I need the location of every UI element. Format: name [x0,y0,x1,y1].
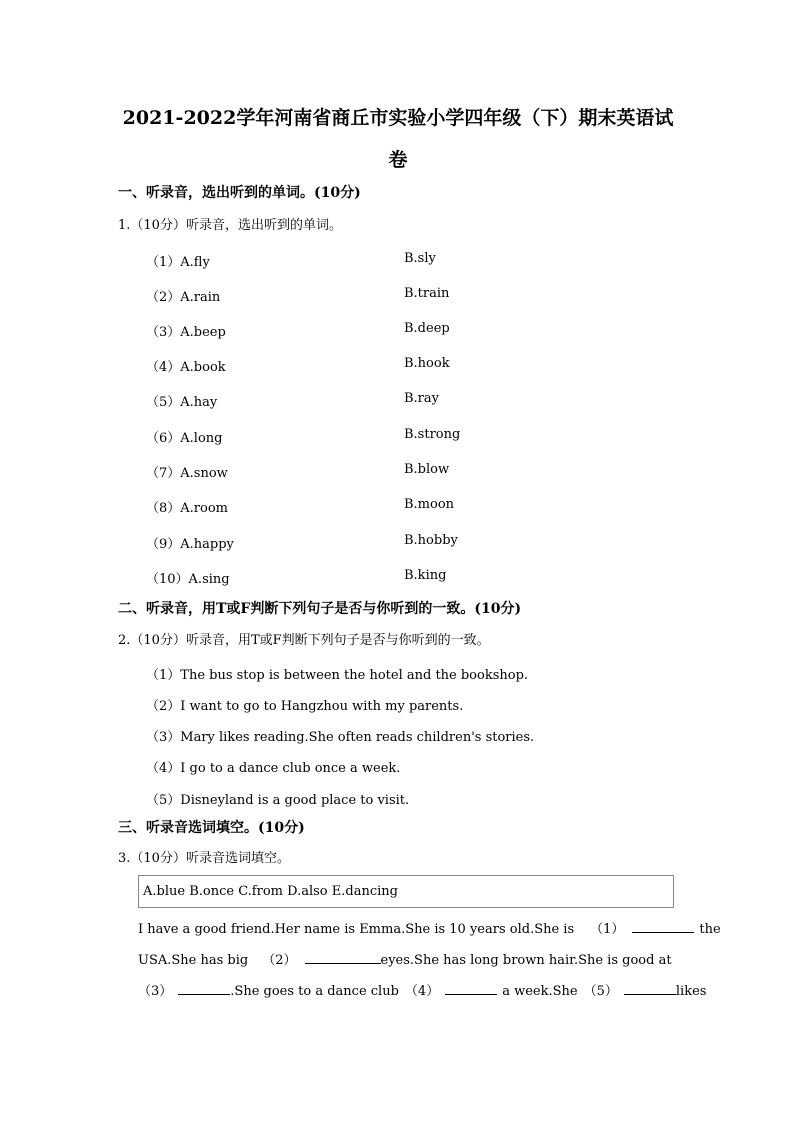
passage-text: I have a good friend.Her name is Emma.She is 10 years old.She is [138,922,575,937]
option-a: （5）A.hay [146,395,218,410]
option-b: B.sly [404,251,436,266]
word-bank-box [138,875,674,908]
section-2-heading: 二、听录音，用T或F判断下列句子是否与你听到的一致。(10分) [118,601,522,617]
option-a: （2）A.rain [146,290,221,305]
option-b: B.king [404,568,447,583]
answer-blank-2[interactable] [305,951,381,964]
question-3-stem: 3.（10分）听录音选词填空。 [118,851,290,866]
blank-number: （2） [262,953,297,968]
sentence-item: （4）I go to a dance club once a week. [146,761,401,776]
blank-number: （4） [404,984,440,999]
option-a: （10）A.sing [146,572,230,587]
blank-number: （3） [138,984,173,999]
passage-text: .She goes to a dance club [230,984,399,999]
option-b: B.moon [404,497,455,512]
option-a: （4）A.book [146,360,226,375]
answer-blank-3[interactable] [178,982,230,995]
answer-blank-5[interactable] [624,982,676,995]
section-3-heading: 三、听录音选词填空。(10分) [118,820,305,836]
option-b: B.blow [404,462,450,477]
option-b: B.deep [404,321,450,336]
sentence-item: （2）I want to go to Hangzhou with my parents. [146,699,464,714]
option-a: （6）A.long [146,431,223,446]
answer-blank-1[interactable] [632,920,694,933]
word-bank-text: A.blue B.once C.from D.also E.dancing [143,884,398,899]
passage-text: likes [675,984,707,999]
passage-text: the [699,922,721,937]
passage-line-2 [138,949,674,968]
option-b: B.hook [404,356,450,371]
sentence-item: （3）Mary likes reading.She often reads children's stories. [146,730,535,745]
blank-number: （5） [583,984,618,999]
passage-line-1 [138,918,721,937]
passage-text: a week.She [502,984,578,999]
sentence-item: （5）Disneyland is a good place to visit. [146,793,410,808]
option-b: B.ray [404,391,439,406]
option-a: （9）A.happy [146,537,234,552]
blank-number: （1） [590,922,625,937]
passage-text: eyes.She has long brown hair.She is good at [380,953,672,968]
exam-title-line2: 卷 [388,149,408,171]
passage-text: USA.She has big [138,953,249,968]
question-2-stem: 2.（10分）听录音，用T或F判断下列句子是否与你听到的一致。 [118,633,490,648]
option-b: B.train [404,286,450,301]
passage-line-3 [138,980,707,999]
exam-title-line1: 2021-2022学年河南省商丘市实验小学四年级（下）期末英语试 [122,107,674,129]
option-a: （3）A.beep [146,325,226,340]
sentence-item: （1）The bus stop is between the hotel and the bookshop. [146,668,529,683]
option-a: （7）A.snow [146,466,228,481]
answer-blank-4[interactable] [445,982,497,995]
option-a: （1）A.fly [146,255,210,270]
option-a: （8）A.room [146,501,228,516]
question-1-stem: 1.（10分）听录音，选出听到的单词。 [118,218,342,233]
option-b: B.strong [404,427,461,442]
option-b: B.hobby [404,533,458,548]
section-1-heading: 一、听录音，选出听到的单词。(10分) [118,185,361,201]
